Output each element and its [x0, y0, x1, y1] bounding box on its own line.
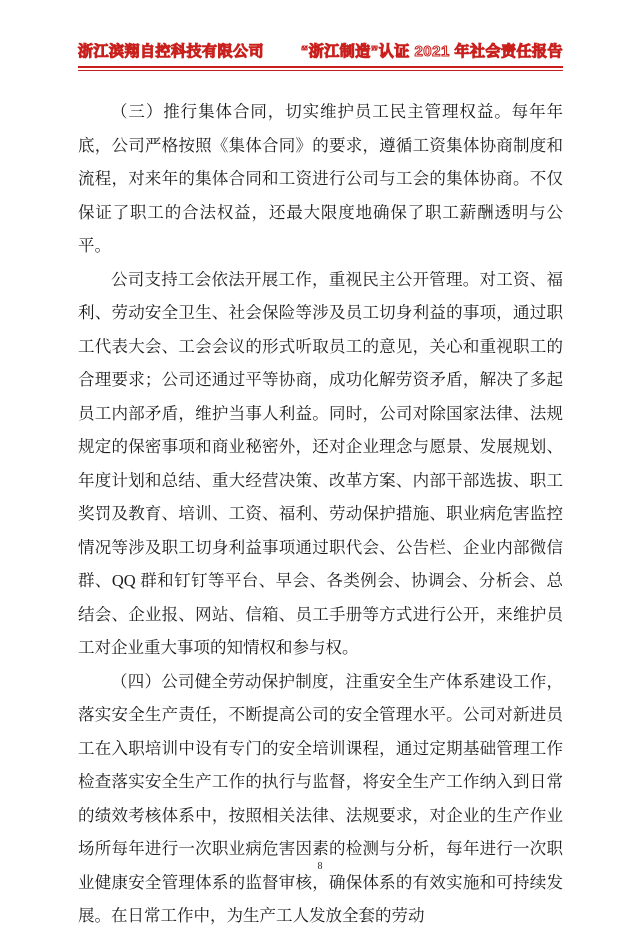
header-report-title: “浙江制造”认证 2021 年社会责任报告	[300, 43, 563, 60]
paragraph-union-support: 公司支持工会依法开展工作，重视民主公开管理。对工资、福利、劳动安全卫生、社会保险等涉及员工切身利益的事项，通过职工代表大会、工会会议的形式听取员工的意见，关心和重视职工的合理要求；公司还通过平等协商，成功化解劳资矛盾，解决了多起员工内部矛盾，维护当事人利益。同时，公司对除国家法律、法规规定的保密事项和商业秘密外，还对企业理念与愿景、发展规划、年度计划和总结、重大经营决策、改革方案、内部干部选拔、职工奖罚及教育、培训、工资、福利、劳动保护措施、职业病危害监控情况等涉及职工切身利益事项通过职代会、公告栏、企业内部微信群、QQ 群和钉钉等平台、早会、各类例会、协调会、分析会、总结会、企业报、网站、信箱、员工手册等方式进行公开，来维护员工对企业重大事项的知情权和参与权。	[78, 269, 563, 657]
paragraph-collective-contract: （三）推行集体合同，切实维护员工民主管理权益。每年年底，公司严格按照《集体合同》的要求，遵循工资集体协商制度和流程，对来年的集体合同和工资进行公司与工会的集体协商。不仅保证了职工的合法权益，还最大限度地确保了职工薪酬透明与公平。	[78, 102, 563, 255]
header-company-name: 浙江滨翔自控科技有限公司	[78, 43, 265, 60]
paragraph-labor-protection: （四）公司健全劳动保护制度，注重安全生产体系建设工作，落实安全生产责任，不断提高公司的安全管理水平。公司对新进员工在入职培训中设有专门的安全培训课程，通过定期基础管理工作检查落实安全生产工作的执行与监督，将安全生产工作纳入到日常的绩效考核体系中，按照相关法律、法规要求，对企业的生产作业场所每年进行一次职业病危害因素的检测与分析，每年进行一次职业健康安全管理体系的监督审核，确保体系的有效实施和可持续发展。在日常工作中，为生产工人发放全套的劳动	[78, 671, 563, 925]
document-body	[78, 95, 563, 933]
page-header	[78, 40, 563, 68]
page-number: 8	[317, 861, 323, 872]
